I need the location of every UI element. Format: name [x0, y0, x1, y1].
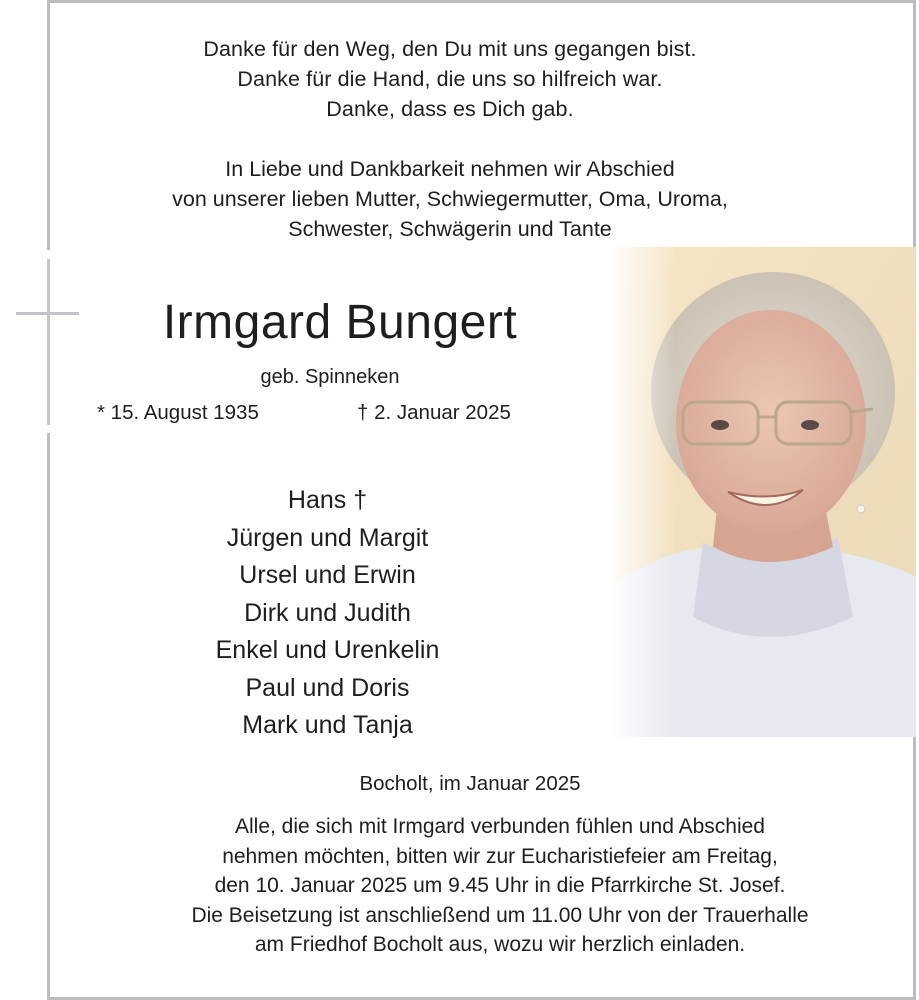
- family-line: Mark und Tanja: [242, 711, 413, 739]
- notice-line: Die Beisetzung ist anschließend um 11.00 Uhr von der Trauerhalle: [191, 903, 809, 927]
- intro-line: Schwester, Schwägerin und Tante: [288, 217, 612, 241]
- family-line: Ursel und Erwin: [239, 561, 416, 589]
- family-list: [130, 482, 525, 745]
- death-date: † 2. Januar 2025: [357, 401, 511, 424]
- verse-line: Danke, dass es Dich gab.: [326, 97, 574, 121]
- service-notice: [90, 812, 910, 960]
- card-left-border-top: [47, 0, 50, 250]
- verse-line: Danke für den Weg, den Du mit uns gegangen bist.: [203, 37, 697, 61]
- birth-date: * 15. August 1935: [97, 401, 259, 424]
- portrait-photo: [608, 247, 916, 737]
- deceased-name: Irmgard Bungert: [162, 296, 518, 349]
- notice-line: am Friedhof Bocholt aus, wozu wir herzlich einladen.: [254, 933, 746, 957]
- intro-line: In Liebe und Dankbarkeit nehmen wir Abschied: [225, 157, 675, 181]
- notice-line: Alle, die sich mit Irmgard verbunden fühlen und Abschied: [235, 815, 765, 838]
- verse-block: [60, 34, 840, 124]
- intro-line: von unserer lieben Mutter, Schwiegermutter, Oma, Uroma,: [172, 187, 728, 211]
- notice-line: den 10. Januar 2025 um 9.45 Uhr in die Pfarrkirche St. Josef.: [214, 874, 786, 898]
- maiden-name: geb. Spinneken: [260, 366, 400, 388]
- intro-block: [60, 154, 840, 244]
- cross-icon-stem: [47, 259, 50, 425]
- verse-line: Danke für die Hand, die uns so hilfreich war.: [237, 67, 663, 91]
- family-line: Jürgen und Margit: [226, 523, 429, 552]
- place-and-date: Bocholt, im Januar 2025: [359, 772, 581, 795]
- family-line: Dirk und Judith: [244, 598, 411, 627]
- card-left-border-bottom: [47, 433, 50, 1000]
- notice-line: nehmen möchten, bitten wir zur Eucharistiefeier am Freitag,: [222, 844, 778, 868]
- family-line: Enkel und Urenkelin: [215, 636, 440, 664]
- family-line: Hans †: [287, 486, 368, 514]
- family-line: Paul und Doris: [245, 673, 410, 702]
- cross-icon-bar: [16, 312, 79, 315]
- portrait-illustration-icon: [608, 247, 916, 737]
